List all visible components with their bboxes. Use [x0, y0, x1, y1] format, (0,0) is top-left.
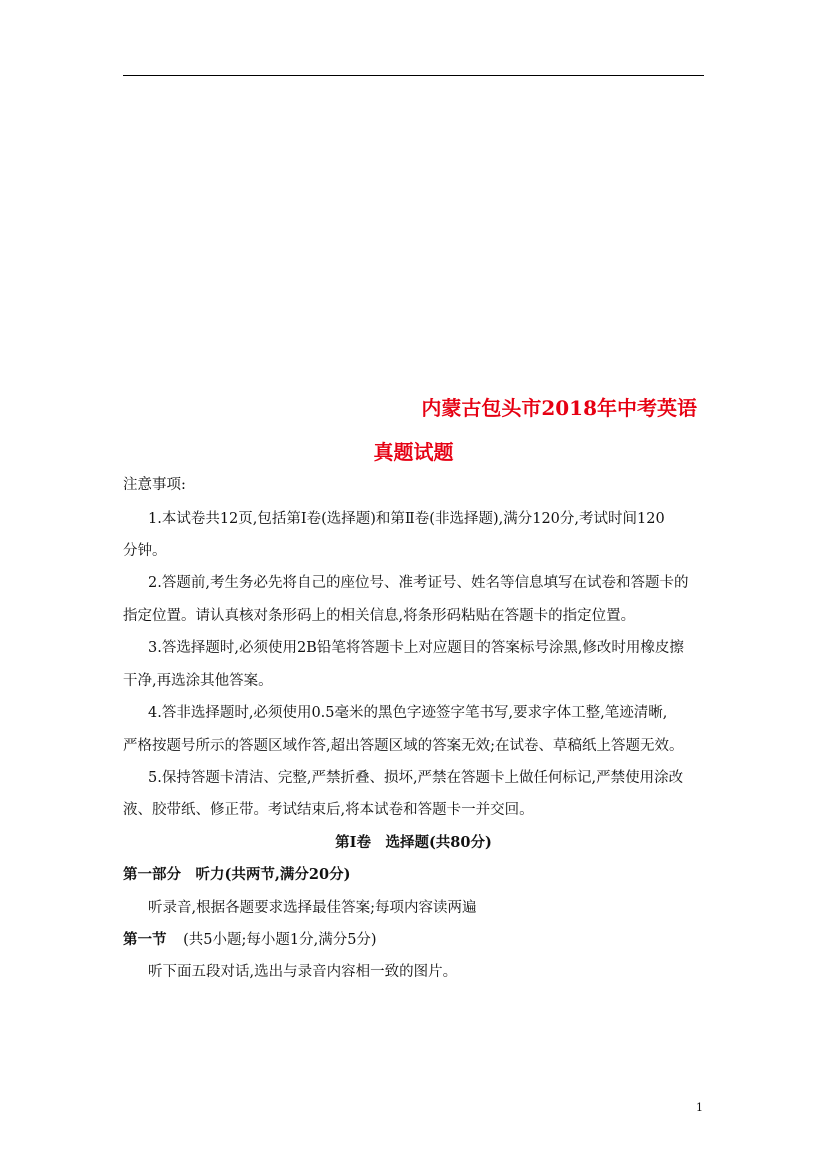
notice-item-1-line1: 1.本试卷共12页,包括第Ⅰ卷(选择题)和第Ⅱ卷(非选择题),满分120分,考试时间120 [148, 511, 665, 527]
notice-item-1-line2: 分钟。 [123, 543, 167, 559]
notice-heading: 注意事项: [123, 477, 186, 493]
part-instruction: 听录音,根据各题要求选择最佳答案;每项内容读两遍 [148, 900, 477, 916]
subsection-detail: (共5小题;每小题1分,满分5分) [183, 932, 377, 948]
header-rule [123, 75, 704, 76]
notice-item-3-line1: 3.答选择题时,必须使用2B铅笔将答题卡上对应题目的答案标号涂黑,修改时用橡皮擦 [148, 640, 684, 656]
subsection-heading [123, 930, 377, 950]
subsection-instruction: 听下面五段对话,选出与录音内容相一致的图片。 [148, 964, 458, 980]
page-number: 1 [696, 1101, 703, 1114]
notice-item-2-line1: 2.答题前,考生务必先将自己的座位号、准考证号、姓名等信息填写在试卷和答题卡的 [148, 575, 689, 591]
notice-item-2-line2: 指定位置。请认真核对条形码上的相关信息,将条形码粘贴在答题卡的指定位置。 [123, 608, 636, 624]
notice-item-5-line2: 液、胶带纸、修正带。考试结束后,将本试卷和答题卡一并交回。 [123, 802, 534, 818]
document-title: 内蒙古包头市2018年中考英语 [421, 396, 697, 420]
notice-item-5-line1: 5.保持答题卡清洁、完整,严禁折叠、损坏,严禁在答题卡上做任何标记,严禁使用涂改 [148, 770, 684, 786]
subsection-label: 第一节 [123, 931, 167, 948]
part-title: 第一部分 听力(共两节,满分20分) [123, 866, 351, 883]
document-subtitle: 真题试题 [373, 440, 454, 464]
notice-item-4-line1: 4.答非选择题时,必须使用0.5毫米的黑色字迹签字笔书写,要求字体工整,笔迹清晰, [148, 705, 668, 721]
notice-item-4-line2: 严格按题号所示的答题区域作答,超出答题区域的答案无效;在试卷、草稿纸上答题无效。 [123, 738, 684, 754]
volume-title: 第Ⅰ卷 选择题(共80分) [335, 834, 492, 851]
notice-item-3-line2: 干净,再选涂其他答案。 [123, 673, 273, 689]
